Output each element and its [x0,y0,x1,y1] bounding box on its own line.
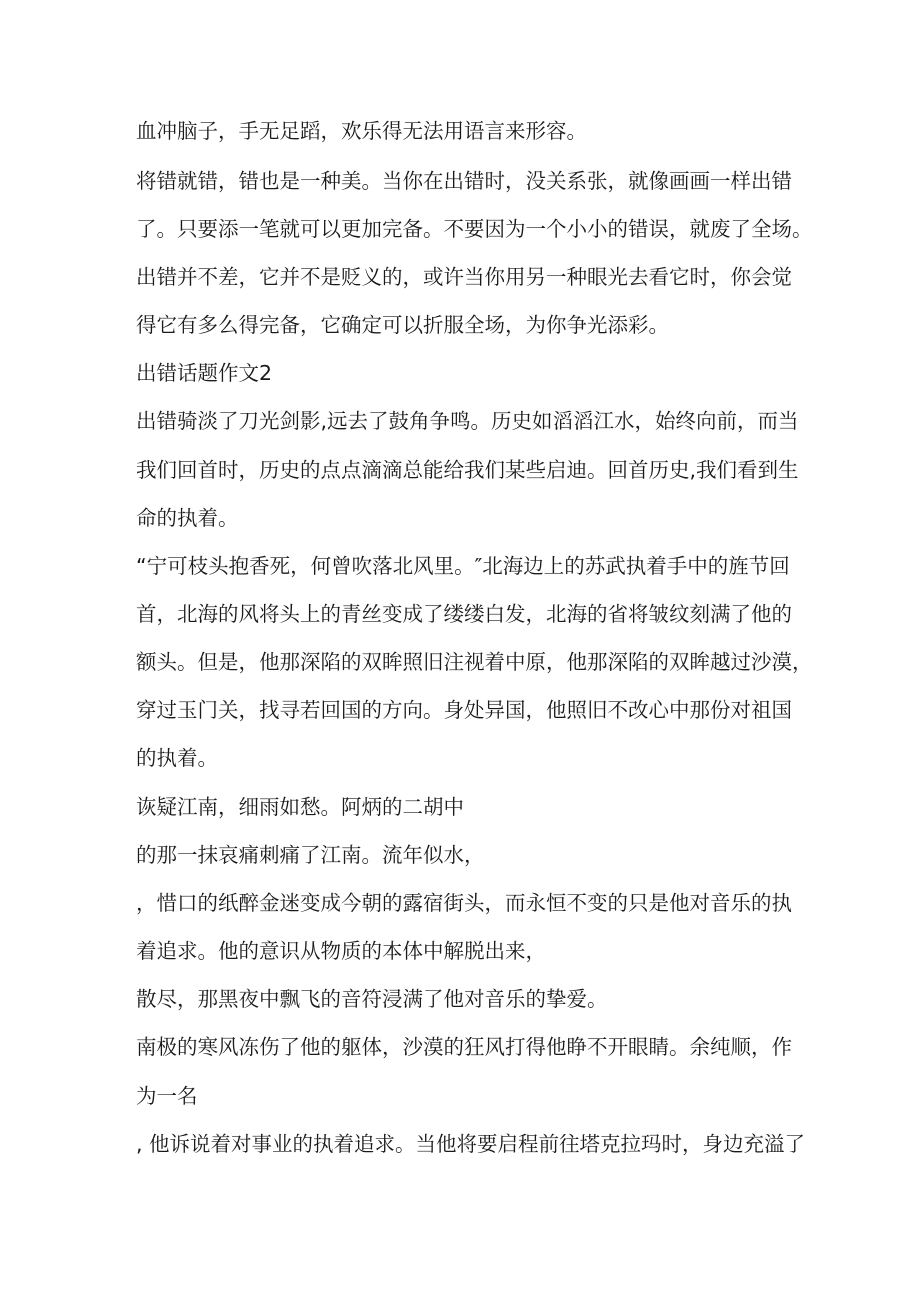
text-line: 首，北海的风将头上的青丝变成了缕缕白发，北海的省将皱纹刻满了他的 [136,602,792,626]
text-line: 南极的寒风冻伤了他的躯体，沙漠的狂风打得他睁不开眼睛。余纯顺，作 [136,1035,792,1059]
text-line: 的执着。 [136,746,218,770]
text-line: 穿过玉门关，找寻若回国的方向。身处异国，他照旧不改心中那份对祖国 [136,698,792,722]
text-line: 出错骑淡了刀光剑影,远去了鼓角争鸣。历史如滔滔江水，始终向前，而当 [136,409,799,433]
text-line: 诙疑江南，细雨如愁。阿炳的二胡中 [136,795,464,819]
text-line: , 他诉说着对事业的执着追求。当他将要启程前往塔克拉玛时，身边充溢了 [136,1132,806,1156]
text-line: 出错并不差，它并不是贬义的，或许当你用另一种眼光去看它时，你会觉 [136,265,792,289]
text-line: 我们回首时，历史的点点滴滴总能给我们某些启迪。回首历史,我们看到生 [136,458,799,482]
text-line: ，惜口的纸醉金迷变成今朝的露宿街头，而永恒不变的只是他对音乐的执 [136,891,792,915]
text-line: 得它有多么得完备，它确定可以折服全场，为你争光添彩。 [136,313,669,337]
text-line: 了。只要添一笔就可以更加完备。不要因为一个小小的错误，就废了全场。 [136,217,813,241]
text-line: 额头。但是，他那深陷的双眸照旧注视着中原，他那深陷的双眸越过沙漠， [136,650,813,674]
text-line: 为一名 [136,1084,198,1108]
text-line: 着追求。他的意识从物质的本体中解脱出来， [136,939,546,963]
text-line: 命的执着。 [136,506,239,530]
section-heading: 出错话题作文2 [136,361,273,385]
text-line: “宁可枝头抱香死，何曾吹落北风里。″北海边上的苏武执着手中的旌节回 [136,554,790,578]
text-line: 的那一抹哀痛刺痛了江南。流年似水， [136,843,485,867]
text-line: 血冲脑子，手无足蹈，欢乐得无法用语言来形容。 [136,119,587,143]
text-line: 散尽，那黑夜中飘飞的音符浸满了他对音乐的挚爱。 [136,987,608,1011]
text-line: 将错就错，错也是一种美。当你在出错时，没关系张，就像画画一样出错 [136,169,792,193]
